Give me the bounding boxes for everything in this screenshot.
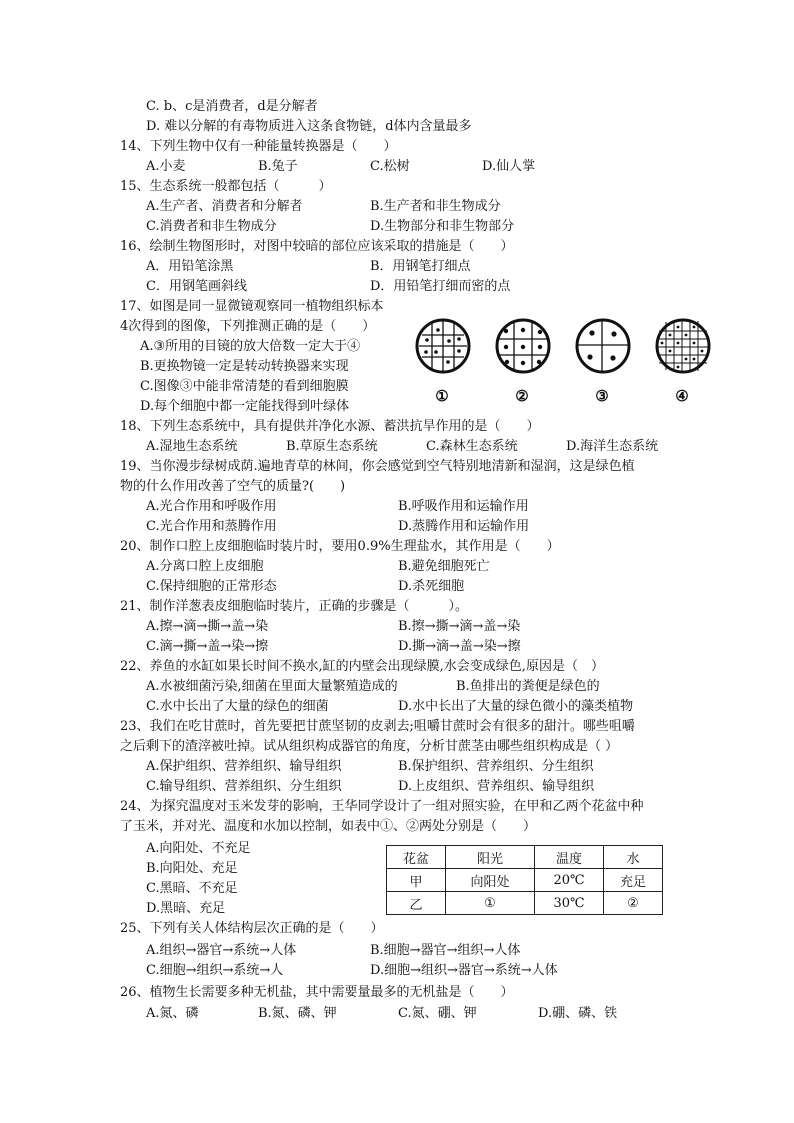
q24-option-a: A.向阳处、不充足: [146, 841, 251, 856]
q16-option-a: A．用铅笔涂黑: [146, 259, 234, 274]
q20-option-b: B.避免细胞死亡: [398, 559, 490, 574]
q25-stem: 25、下列有关人体结构层次正确的是（ ）: [120, 921, 384, 936]
q25-option-d: D.细胞→组织→器官→系统→人体: [370, 963, 558, 978]
q21-stem: 21、制作洋葱表皮细胞临时装片，正确的步骤是（ ）。: [120, 599, 469, 614]
q23-option-c: C.输导组织、营养组织、分生组织: [146, 779, 342, 794]
table-cell: 30℃: [535, 892, 604, 915]
q15-stem: 15、生态系统一般都包括（ ）: [120, 179, 332, 194]
microscope-view-3: [574, 317, 632, 375]
q21-option-d: D.撕→滴→盖→染→擦: [398, 639, 521, 654]
q20-option-c: C.保持细胞的正常形态: [146, 579, 277, 594]
microscope-view-4: [654, 317, 712, 375]
q24-option-b: B.向阳处、充足: [146, 861, 238, 876]
q26-option-c: C.氮、硼、钾: [398, 1006, 477, 1021]
q23-stem-2: 之后剩下的渣滓被吐掉。试从组织构成器官的角度，分析甘蔗茎由哪些组织构成是（ ）: [120, 739, 619, 754]
q15-option-c: C.消费者和非生物成分: [146, 219, 277, 234]
q26-option-a: A.氮、磷: [146, 1006, 199, 1021]
q14-stem: 14、下列生物中仅有一种能量转换器是（ ）: [120, 139, 397, 154]
q26-option-b: B.氮、磷、钾: [258, 1006, 337, 1021]
table-cell: 向阳处: [446, 869, 535, 892]
q19-stem-1: 19、当你漫步绿树成荫.遍地青草的林间，你会感觉到空气特别地清新和湿润，这是绿色植: [120, 459, 635, 474]
table-header-row: [387, 846, 663, 869]
q24-stem-2: 了玉米，并对光、温度和水加以控制，如表中①、②两处分别是（ ）: [120, 819, 537, 834]
microscope-view-1: [414, 317, 472, 375]
table-cell: ②: [604, 892, 663, 915]
q19-option-b: B.呼吸作用和运输作用: [398, 499, 529, 514]
q23-stem-1: 23、我们在吃甘蔗时，首先要把甘蔗坚韧的皮剥去;咀嚼甘蔗时会有很多的甜汁。哪些咀嚼: [120, 719, 635, 734]
q17-stem-2: 4次得到的图像，下列推测正确的是（ ）: [120, 319, 376, 334]
q26-option-d: D.硼、磷、铁: [538, 1006, 618, 1021]
q21-option-a: A.擦→滴→撕→盖→染: [146, 619, 269, 634]
q18-stem: 18、下列生态系统中，具有提供并净化水源、蓄洪抗旱作用的是（ ）: [120, 419, 540, 434]
q22-option-c: C.水中长出了大量的绿色的细菌: [146, 699, 329, 714]
table-header-cell: 温度: [535, 846, 604, 869]
q22-option-a: A.水被细菌污染,细菌在里面大量繁殖造成的: [146, 679, 398, 694]
q18-option-c: C.森林生态系统: [426, 439, 518, 454]
table-cell: 乙: [387, 892, 446, 915]
q14-option-c: C.松树: [370, 159, 410, 174]
q14-option-a: A.小麦: [146, 159, 186, 174]
q24-option-d: D.黑暗、充足: [146, 901, 226, 916]
q22-option-b: B.鱼排出的粪便是绿色的: [456, 679, 600, 694]
q16-option-d: D．用铅笔打细而密的点: [370, 279, 511, 294]
figure-label-4: ④: [675, 387, 689, 405]
q25-option-a: A.组织→器官→系统→人体: [146, 943, 297, 958]
microscope-figure: [412, 317, 712, 407]
q25-option-c: C.细胞→组织→系统→人: [146, 963, 284, 978]
q18-option-a: A.湿地生态系统: [146, 439, 238, 454]
q14-option-b: B.兔子: [258, 159, 298, 174]
q17-option-c: C.图像③中能非常清楚的看到细胞膜: [140, 379, 349, 394]
q18-option-d: D.海洋生态系统: [566, 439, 659, 454]
q14-option-d: D.仙人掌: [482, 159, 536, 174]
q16-stem: 16、绘制生物图形时，对图中较暗的部位应该采取的措施是（ ）: [120, 239, 514, 254]
q19-option-c: C.光合作用和蒸腾作用: [146, 519, 277, 534]
q23-option-b: B.保护组织、营养组织、分生组织: [398, 759, 594, 774]
q18-option-b: B.草原生态系统: [286, 439, 378, 454]
q17-option-b: B.更换物镜一定是转动转换器来实现: [140, 359, 349, 374]
q23-option-a: A.保护组织、营养组织、输导组织: [146, 759, 342, 774]
q16-option-c: C．用钢笔画斜线: [146, 279, 247, 294]
q22-option-d: D.水中长出了大量的绿色微小的藻类植物: [398, 699, 634, 714]
q15-option-d: D.生物部分和非生物部分: [370, 219, 515, 234]
table-header-cell: 阳光: [446, 846, 535, 869]
q19-stem-2: 物的什么作用改善了空气的质量?( ): [120, 479, 346, 494]
q13-option-d: D. 难以分解的有毒物质进入这条食物链，d体内含量最多: [146, 119, 472, 134]
q25-option-b: B.细胞→器官→组织→人体: [370, 943, 521, 958]
table-header-cell: 水: [604, 846, 663, 869]
q20-option-a: A.分离口腔上皮细胞: [146, 559, 264, 574]
q21-option-b: B.擦→撕→滴→盖→染: [398, 619, 521, 634]
q20-option-d: D.杀死细胞: [398, 579, 465, 594]
table-cell: 甲: [387, 869, 446, 892]
table-cell: 20℃: [535, 869, 604, 892]
microscope-view-2: [494, 317, 552, 375]
q17-stem-1: 17、如图是同一显微镜观察同一植物组织标本: [120, 299, 384, 314]
q17-option-a: A.③所用的目镜的放大倍数一定大于④: [140, 339, 361, 354]
table-header-cell: 花盆: [387, 846, 446, 869]
q16-option-b: B．用钢笔打细点: [370, 259, 471, 274]
q15-option-b: B.生产者和非生物成分: [370, 199, 501, 214]
table-row: [387, 892, 663, 915]
table-cell: 充足: [604, 869, 663, 892]
q19-option-d: D.蒸腾作用和运输作用: [398, 519, 530, 534]
q17-option-d: D.每个细胞中都一定能找得到叶绿体: [140, 399, 350, 414]
q13-option-c: C. b、c是消费者，d是分解者: [146, 99, 318, 114]
figure-label-3: ③: [595, 387, 609, 405]
experiment-table: [386, 845, 663, 915]
q19-option-a: A.光合作用和呼吸作用: [146, 499, 277, 514]
q23-option-d: D.上皮组织、营养组织、输导组织: [398, 779, 595, 794]
q21-option-c: C.滴→撕→盖→染→擦: [146, 639, 269, 654]
figure-label-1: ①: [435, 387, 449, 405]
table-cell: ①: [446, 892, 535, 915]
q15-option-a: A.生产者、消费者和分解者: [146, 199, 303, 214]
table-row: [387, 869, 663, 892]
figure-label-2: ②: [515, 387, 529, 405]
q26-stem: 26、植物生长需要多种无机盐，其中需要量最多的无机盐是（ ）: [120, 985, 514, 1000]
q22-stem: 22、养鱼的水缸如果长时间不换水,缸的内壁会出现绿膜,水会变成绿色,原因是（ ）: [120, 659, 604, 674]
q24-option-c: C.黑暗、不充足: [146, 881, 238, 896]
q20-stem: 20、制作口腔上皮细胞临时装片时，要用0.9%生理盐水，其作用是（ ）: [120, 539, 560, 554]
q24-stem-1: 24、为探究温度对玉米发芽的影响，王华同学设计了一组对照实验，在甲和乙两个花盆中种: [120, 799, 644, 814]
